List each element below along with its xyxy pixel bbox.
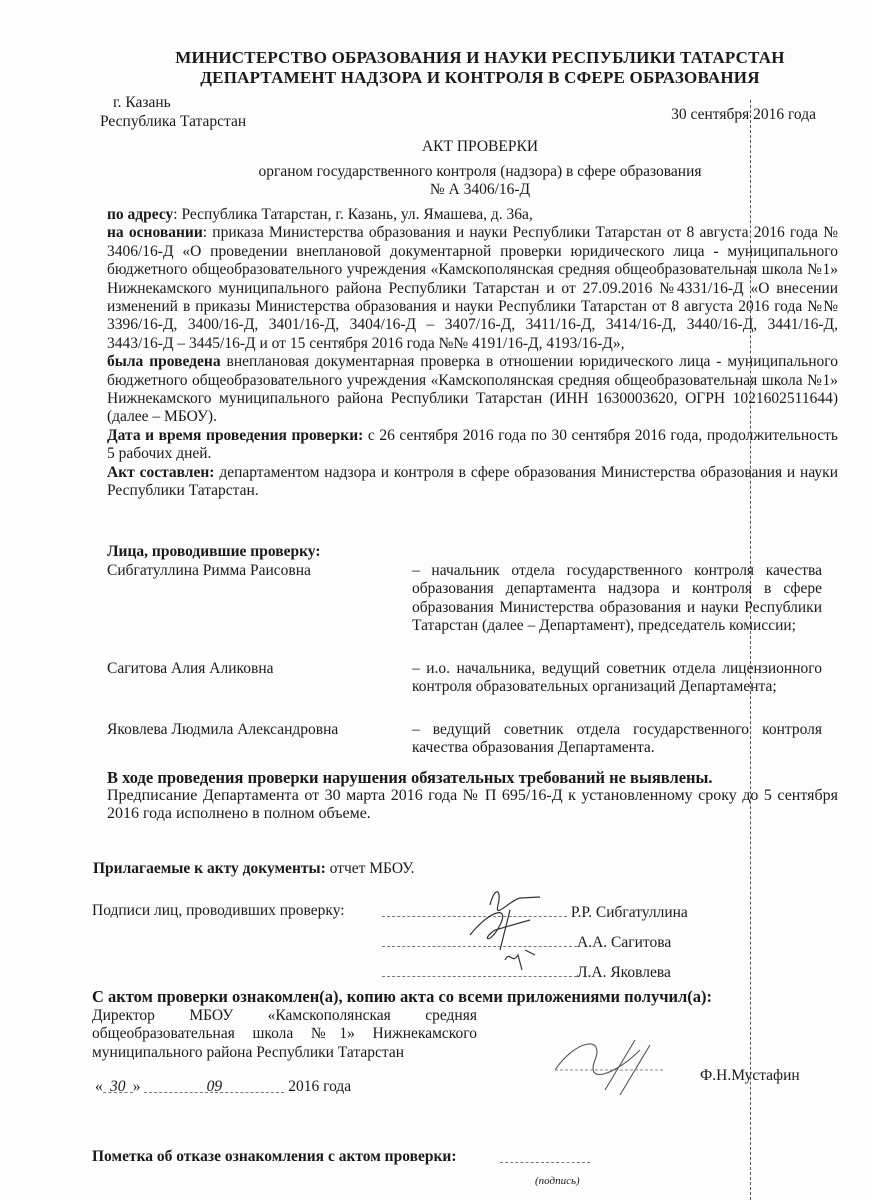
department-header: ДЕПАРТАМЕНТ НАДЗОРА И КОНТРОЛЯ В СФЕРЕ ОБРАЗОВАНИЯ — [200, 68, 760, 87]
basis-paragraph — [107, 224, 838, 353]
director-name: Ф.Н.Мустафин — [700, 1067, 800, 1084]
inspector-name: Яковлева Людмила Александровна — [107, 721, 339, 738]
address-text: : Республика Татарстан, г. Казань, ул. Ямашева, д. 36а, — [173, 206, 533, 223]
conducted-text: внеплановая документарная проверка в отношении юридического лица - муниципального бюджетного общеобразовательного учреждения «Камскополянская средняя общеобразовательная школа №1» Нижнекамского муниципального района Республики Татарстан (ИНН 1630003620, ОГРН 1021602511644) (далее – МБОУ). — [107, 353, 838, 426]
inspector-name: Сагитова Алия Аликовна — [107, 660, 274, 677]
document-title: АКТ ПРОВЕРКИ — [421, 138, 539, 155]
signer-name: Р.Р. Сибгатуллина — [570, 904, 688, 921]
city: г. Казань — [113, 94, 171, 111]
handwritten-signatures — [440, 880, 580, 980]
datetime-text: с 26 сентября 2016 года по 30 сентября 2016 года, продолжительность 5 рабочих дней. — [107, 426, 838, 463]
ack-month: 09 — [144, 1078, 284, 1093]
address-paragraph — [107, 206, 838, 224]
attachments-label: Прилагаемые к акту документы: — [93, 860, 326, 877]
result-heading: В ходе проведения проверки нарушения обязательных требований не выявлены. — [107, 768, 713, 787]
inspector-role: – начальник отдела государственного контроля качества образования департамента надзора и контроля в сфере образования Министерства образования и науки Республики Татарстан (далее – Департамент), председатель комиссии; — [412, 562, 822, 635]
acknowledgement-heading: С актом проверки ознакомлен(а), копию акта со всеми приложениями получил(а): — [92, 987, 713, 1006]
document-number: № А 3406/16-Д — [429, 181, 531, 198]
datetime-label: Дата и время проведения проверки: — [107, 426, 364, 444]
inspector-name: Сибгатуллина Римма Раисовна — [107, 562, 311, 579]
signer-name: Л.А. Яковлева — [577, 964, 671, 981]
ministry-header: МИНИСТЕРСТВО ОБРАЗОВАНИЯ И НАУКИ РЕСПУБЛИКИ ТАТАРСТАН — [175, 48, 785, 67]
compiled-label: Акт составлен: — [107, 463, 215, 481]
refusal-label: Пометка об отказе ознакомления с актом проверки: — [92, 1148, 457, 1165]
signer-name: А.А. Сагитова — [577, 934, 672, 951]
refusal-signature-line[interactable] — [500, 1148, 590, 1168]
inspector-role: – и.о. начальника, ведущий советник отдела лицензионного контроля образовательных организаций Департамента; — [412, 660, 822, 696]
address-label: по адресу — [107, 206, 174, 223]
attachments-text: отчет МБОУ. — [325, 860, 415, 877]
document-date: 30 сентября 2016 года — [671, 106, 816, 123]
datetime-paragraph — [107, 427, 838, 464]
conducted-paragraph — [107, 353, 838, 427]
region: Республика Татарстан — [100, 113, 247, 130]
director-text: Директор МБОУ «Камскополянская средняя общеобразовательная школа №1» Нижнекамского муниципального района Республики Татарстан — [92, 1007, 477, 1061]
ack-year: 2016 года — [288, 1078, 352, 1095]
conducted-label: была проведена — [107, 353, 221, 371]
director-signature — [545, 1030, 685, 1100]
ack-date: « 30 » 09 2016 года — [95, 1078, 352, 1095]
inspector-role: – ведущий советник отдела государственного контроля качества образования Департамента. — [412, 721, 822, 757]
signature-caption: (подпись) — [535, 1175, 580, 1187]
compiled-text: департаментом надзора и контроля в сфере образования Министерства образования и науки Республики Татарстан. — [107, 463, 838, 500]
signatures-label: Подписи лиц, проводивших проверку: — [92, 902, 345, 919]
attachments — [93, 860, 415, 878]
result-text: Предписание Департамента от 30 марта 2016 года № П 695/16-Д к установленному сроку до 5 сентября 2016 года исполнено в полном объеме. — [107, 787, 838, 823]
inspectors-heading: Лица, проводившие проверку: — [107, 543, 321, 560]
document-subtitle: органом государственного контроля (надзора) в сфере образования — [258, 163, 702, 180]
basis-text: : приказа Министерства образования и науки Республики Татарстан от 8 августа 2016 года № 3406/16-Д «О проведении внеплановой документарной проверки юридического лица - муниципального бюджетного общеобразовательного учреждения «Камскополянская средняя общеобразовательная школа №1» Нижнекамского муниципального района Республики Татарстан и от 27.09.2016 №4331/16-Д «О внесении изменений в приказы Министерства образования и науки Республики Татарстан от 8 августа 2016 года №№ 3396/16-Д, 3400/16-Д, 3401/16-Д, 3404/16-Д – 3407/16-Д, 3411/16-Д, 3414/16-Д, 3440/16-Д, 3441/16-Д, 3443/16-Д – 3445/16-Д и от 15 сентября 2016 года №№ 4191/16-Д, 4193/16-Д», — [107, 224, 838, 352]
main-body — [107, 206, 838, 501]
basis-label: на основании — [107, 224, 203, 242]
compiled-paragraph — [107, 464, 838, 501]
ack-day: 30 — [103, 1078, 133, 1093]
